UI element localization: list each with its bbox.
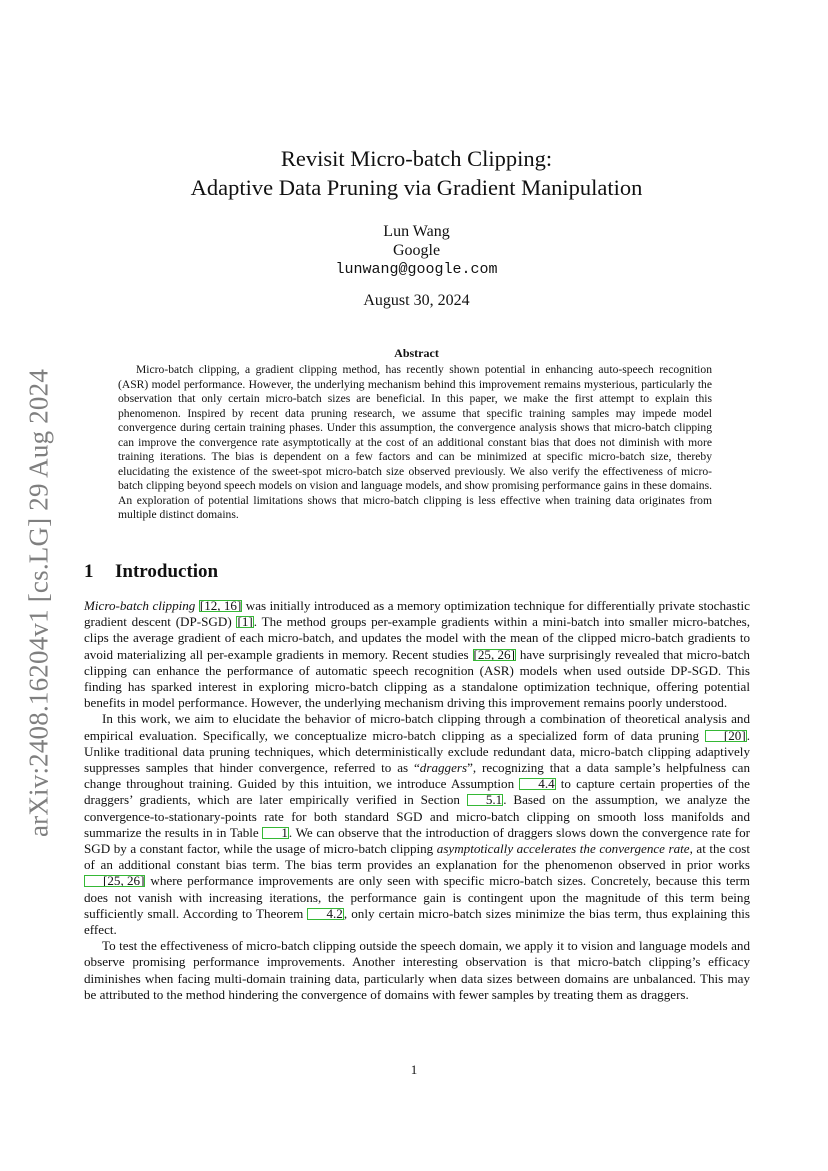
text-span: , only certain micro-batch sizes minimize the bias term, thus explaining this effect. — [84, 905, 750, 938]
author-affiliation: Google — [392, 242, 441, 259]
text-span: . Based on the assumption, we analyze the convergence-to-stationary-points rate for both standard SGD and micro-batch clipping on smooth loss manifolds and summarize the results in in Table — [84, 792, 750, 840]
author-name: Lun Wang — [383, 223, 450, 240]
abstract-heading: Abstract — [394, 346, 439, 360]
section-title: Introduction — [115, 561, 219, 582]
citation-link[interactable]: [25, 26] — [473, 646, 515, 662]
arxiv-identifier — [22, 358, 56, 848]
text-span: have surprisingly revealed that micro-batch clipping can enhance the performance of automatic speech recognition (ASR) models when used outside DP-SGD. This finding has sparked interest in exploring micro-batch clipping as a standalone optimization technique, offering potential benefits in model performance. However, the underlying mechanism driving this improvement remains poorly understood. — [84, 646, 750, 711]
author-email[interactable]: lunwang@google.com — [335, 261, 498, 278]
citation-link[interactable]: [25, 26] — [84, 875, 145, 887]
text-span: . Unlike traditional data pruning techniques, which deterministically exclude redundant data, micro-batch clipping adaptively suppresses samples that hinder convergence, referred to as “ — [84, 727, 750, 776]
term-draggers: draggers — [419, 760, 468, 776]
paper-title-line-1: Revisit Micro-batch Clipping: — [280, 146, 553, 171]
table-link[interactable]: 1 — [262, 827, 289, 839]
emphasis-asymptotic: asymptotically accelerates the convergence rate — [436, 841, 690, 857]
abstract-text: Micro-batch clipping, a gradient clipping method, has recently shown potential in enhancing auto-speech recognition (ASR) model performance. However, the underlying mechanism behind this improvement remains mysterious, particularly the observation that only certain micro-batch sizes are beneficial. In this paper, we make the first attempt to explain this phenomenon. Inspired by recent data pruning research, we assume that specific training samples may impede model convergence during certain training phases. Under this assumption, the convergence analysis shows that micro-batch clipping can improve the convergence rate asymptotically at the cost of an additional constant bias that does not diminish with more training iterations. The bias is dependent on a few factors and can be minimized at specific micro-batch size, thereby elucidating the existence of the sweet-spot micro-batch size observed previously. We also verify the effectiveness of micro-batch clipping beyond speech models on vision and language models, and show promising performance gains in these domains. An exploration of potential limitations shows that micro-batch clipping is less effective when training data originates from multiple distinct domains. — [118, 363, 712, 522]
paper-title — [84, 144, 749, 202]
arxiv-identifier-text: arXiv:2408.16204v1 [cs.LG] 29 Aug 2024 — [23, 368, 54, 838]
term-micro-batch-clipping: Micro-batch clipping — [84, 598, 196, 613]
text-span: to capture certain properties of the draggers’ gradients, which are later empirically verified in Section — [84, 776, 750, 808]
section-link[interactable]: 5.1 — [467, 794, 503, 806]
text-span: . We can observe that the introduction of draggers slows down the convergence rate for SGD by a constant factor, while the usage of micro-batch clipping — [84, 824, 750, 857]
theorem-link[interactable]: 4.2 — [307, 908, 343, 920]
paper-date: August 30, 2024 — [363, 292, 470, 309]
paragraph-1 — [84, 598, 750, 711]
paragraph-2 — [84, 711, 750, 938]
citation-link[interactable]: [12, 16] — [199, 598, 242, 613]
citation-link[interactable]: [20] — [705, 730, 747, 742]
page-number: 1 — [410, 1062, 418, 1077]
introduction-body — [84, 598, 750, 1003]
text-span: , at the cost of an additional constant bias term. The bias term provides an explanation for the phenomenon observed in prior works — [84, 841, 750, 873]
paragraph-3: To test the effectiveness of micro-batch clipping outside the speech domain, we apply it to vision and language models and observe promising performance improvements. Another interesting observation is that micro-batch clipping’s efficacy diminishes when facing multi-domain training data, particularly when data sizes between domains are unbalanced. This may be attributed to the method hindering the convergence of domains with fewer samples by treating them as draggers. — [84, 938, 750, 1002]
paper-title-line-2: Adaptive Data Pruning via Gradient Manipulation — [190, 175, 643, 200]
text-span: . The method groups per-example gradients within a mini-batch into smaller micro-batches, clips the average gradient of each micro-batch, and updates the model with the mean of the clipped micro-batch gradients to avoid materializing all per-example gradients in memory. Recent studies — [84, 614, 751, 662]
section-heading — [84, 561, 218, 583]
text-span: where performance improvements are only seen with specific micro-batch sizes. Concretely, because this term does not vanish with increasing iterations, the performance gain is contingent upon the magnitude of this term being sufficiently small. According to Theorem — [84, 873, 750, 921]
author-block — [84, 222, 749, 279]
text-span: ”, recognizing that a data sample’s helpfulness can change throughout training. Guided by this intuition, we introduce Assumption — [84, 760, 750, 792]
text-span: was initially introduced as a memory optimization technique for differentially private stochastic gradient descent (DP-SGD) — [84, 598, 750, 630]
section-number: 1 — [84, 561, 94, 582]
text-span: In this work, we aim to elucidate the behavior of micro-batch clipping through a combination of theoretical analysis and empirical evaluation. Specifically, we conceptualize micro-batch clipping as a specialized form of data pruning — [84, 711, 750, 743]
assumption-link[interactable]: 4.4 — [519, 778, 555, 790]
citation-link[interactable]: [1] — [237, 614, 253, 630]
